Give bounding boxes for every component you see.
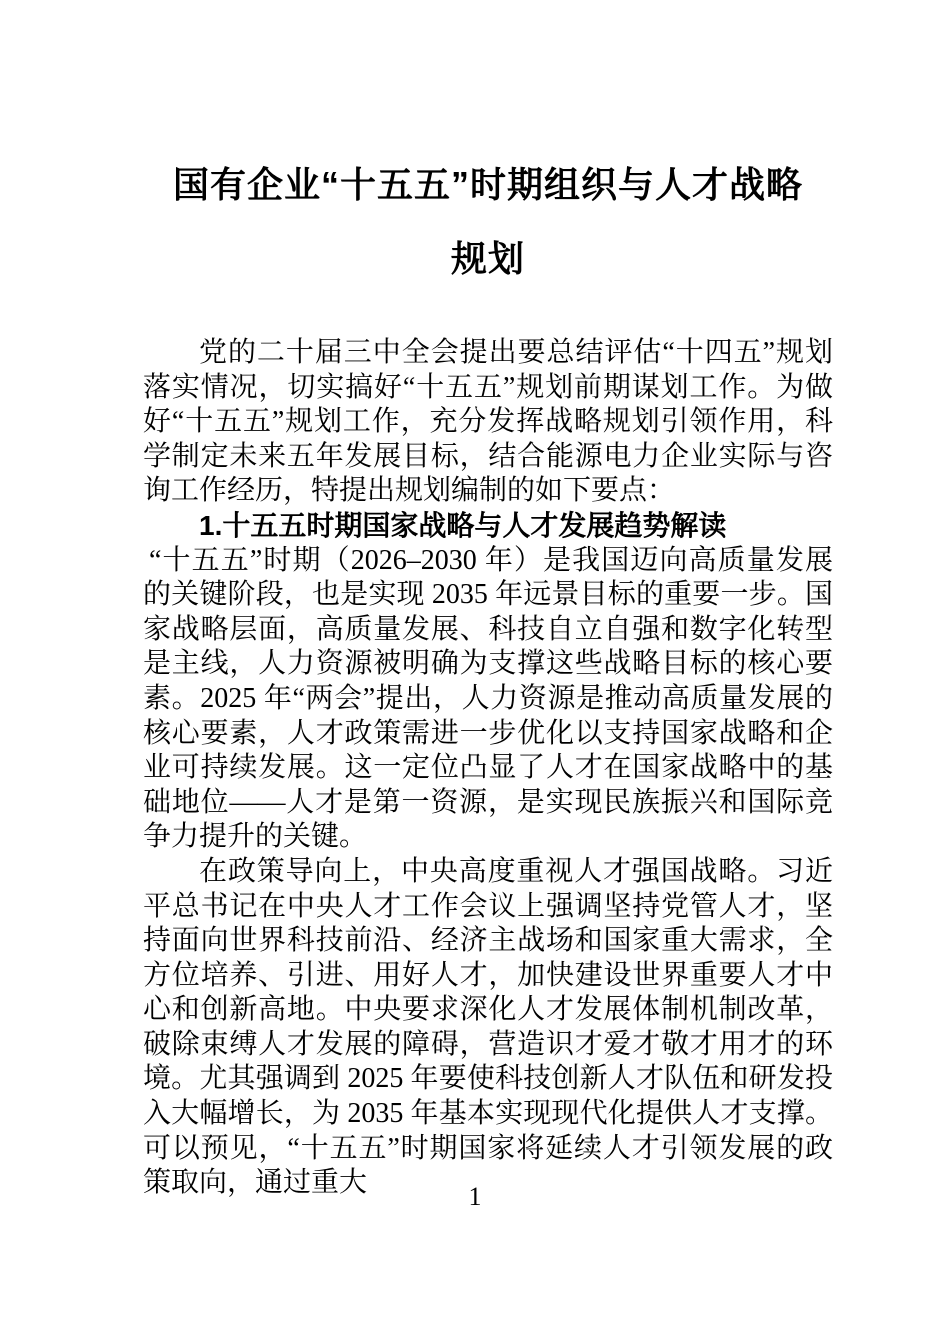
- paragraph-policy-direction: 在政策导向上，中央高度重视人才强国战略。习近平总书记在中央人才工作会议上强调坚持党管人才，坚持面向世界科技前沿、经济主战场和国家重大需求，全方位培养、引进、用好人才，加快建设世界重要人才中心和创新高地。中央要求深化人才发展体制机制改革，破除束缚人才发展的障碍，营造识才爱才敬才用才的环境。尤其强调到 2025 年要使科技创新人才队伍和研发投入大幅增长，为 2035 年基本实现现代化提供人才支撑。可以预见，“十五五”时期国家将延续人才引领发展的政策取向，通过重大: [143, 855, 833, 1199]
- title-line-2: 规划: [450, 238, 525, 279]
- document-title: [143, 0, 833, 296]
- paragraph-national-strategy: “十五五”时期（2026–2030 年）是我国迈向高质量发展的关键阶段，也是实现 2035 年远景目标的重要一步。国家战略层面，高质量发展、科技自立自强和数字化转型是主线，人力资源被明确为支撑这些战略目标的核心要素。2025 年“两会”提出，人力资源是推动高质量发展的核心要素，人才政策需进一步优化以支持国家战略和企业可持续发展。这一定位凸显了人才在国家战略中的基础地位——人才是第一资源，是实现民族振兴和国际竞争力提升的关键。: [143, 544, 833, 853]
- paragraph-intro: 党的二十届三中全会提出要总结评估“十四五”规划落实情况，切实搞好“十五五”规划前期谋划工作。为做好“十五五”规划工作，充分发挥战略规划引领作用，科学制定未来五年发展目标，结合能源电力企业实际与咨询工作经历，特提出规划编制的如下要点：: [143, 337, 833, 507]
- title-line-1: 国有企业“十五五”时期组织与人才战略: [172, 164, 803, 205]
- section-heading-1: 1.十五五时期国家战略与人才发展趋势解读: [199, 509, 727, 541]
- page-number: 1: [468, 1182, 482, 1211]
